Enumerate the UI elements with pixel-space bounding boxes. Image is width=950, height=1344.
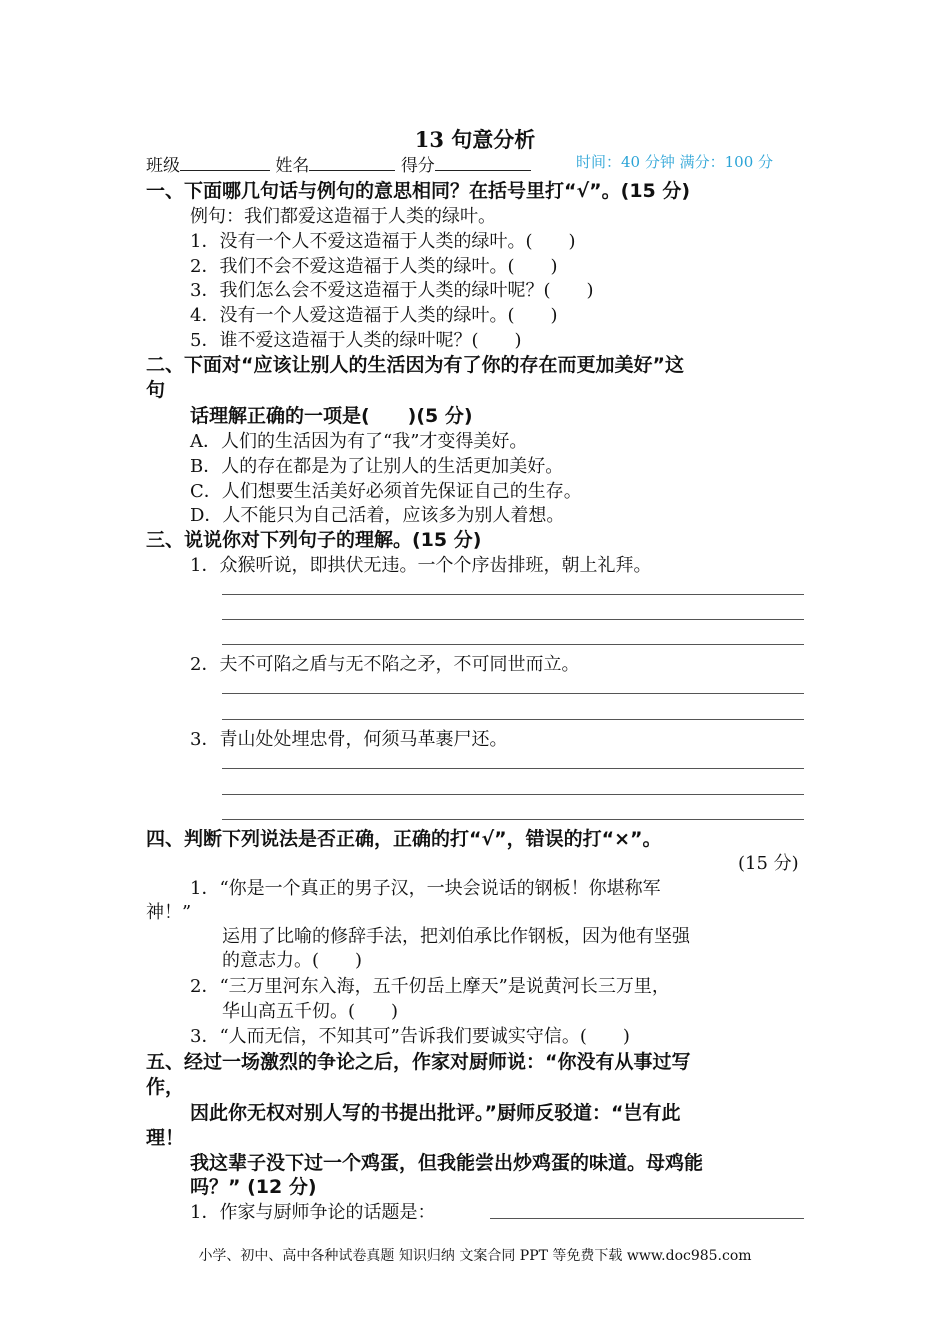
section4-item1-cont: 的意志力。( ) bbox=[222, 950, 363, 971]
section4-item3: 3．“人而无信，不知其可”告诉我们要诚实守信。( ) bbox=[190, 1026, 630, 1047]
class-blank bbox=[180, 156, 270, 171]
section4-item2-cont: 华山高五千仞。( ) bbox=[222, 1001, 399, 1022]
section2-option: B．人的存在都是为了让别人的生活更加美好。 bbox=[190, 456, 564, 477]
answer-line bbox=[222, 644, 804, 645]
section2-heading-cont: 句 bbox=[146, 379, 166, 401]
section1-item: 2．我们不会不爱这造福于人类的绿叶。( ) bbox=[190, 256, 558, 277]
answer-line bbox=[222, 594, 804, 595]
name-blank bbox=[309, 156, 395, 171]
section3-heading: 三、说说你对下列句子的理解。(15 分) bbox=[146, 529, 482, 551]
answer-line bbox=[222, 819, 804, 820]
section3-item: 2．夫不可陷之盾与无不陷之矛，不可同世而立。 bbox=[190, 654, 580, 675]
section1-item: 4．没有一个人爱这造福于人类的绿叶。( ) bbox=[190, 305, 558, 326]
answer-line bbox=[222, 794, 804, 795]
answer-line bbox=[222, 693, 804, 694]
answer-line bbox=[490, 1218, 804, 1219]
section5-heading-cont: 吗？” (12 分) bbox=[190, 1176, 317, 1198]
section1-item: 5．谁不爱这造福于人类的绿叶呢？( ) bbox=[190, 330, 522, 351]
answer-line bbox=[222, 719, 804, 720]
section4-points: (15 分) bbox=[738, 853, 799, 874]
section5-item1: 1．作家与厨师争论的话题是： bbox=[190, 1202, 436, 1223]
section5-heading-cont: 作， bbox=[146, 1076, 185, 1098]
footer-text: 小学、初中、高中各种试卷真题 知识归纳 文案合同 PPT 等免费下载 www.doc985.com bbox=[198, 1248, 752, 1264]
section4-item1-cont: 神！” bbox=[146, 902, 192, 923]
page-title: 13 句意分析 bbox=[414, 127, 536, 152]
student-info-row bbox=[146, 151, 531, 176]
section1-item: 1．没有一个人不爱这造福于人类的绿叶。( ) bbox=[190, 231, 576, 252]
section4-heading: 四、判断下列说法是否正确，正确的打“√”，错误的打“×”。 bbox=[146, 828, 662, 850]
section4-item2: 2．“三万里河东入海，五千仞岳上摩天”是说黄河长三万里， bbox=[190, 976, 670, 997]
section5-heading: 五、经过一场激烈的争论之后，作家对厨师说：“你没有从事过写 bbox=[146, 1051, 691, 1073]
time-info: 时间：40 分钟 满分：100 分 bbox=[576, 153, 774, 171]
class-label: 班级 bbox=[146, 156, 180, 176]
section3-item: 3．青山处处埋忠骨，何须马革裹尸还。 bbox=[190, 729, 508, 750]
score-blank bbox=[435, 156, 531, 171]
section5-heading-cont: 因此你无权对别人写的书提出批评。”厨师反驳道：“岂有此 bbox=[190, 1102, 681, 1124]
section2-option: C．人们想要生活美好必须首先保证自己的生存。 bbox=[190, 481, 582, 502]
score-label: 得分 bbox=[400, 156, 435, 176]
answer-line bbox=[222, 768, 804, 769]
name-label: 姓名 bbox=[275, 156, 310, 176]
section2-heading: 二、下面对“应该让别人的生活因为有了你的存在而更加美好”这 bbox=[146, 354, 684, 376]
section5-heading-cont: 我这辈子没下过一个鸡蛋，但我能尝出炒鸡蛋的味道。母鸡能 bbox=[190, 1152, 704, 1174]
section4-item1: 1．“你是一个真正的男子汉，一块会说话的钢板！你堪称军 bbox=[190, 878, 661, 899]
section2-option: A．人们的生活因为有了“我”才变得美好。 bbox=[190, 431, 528, 452]
section4-item1-cont: 运用了比喻的修辞手法，把刘伯承比作钢板，因为他有坚强 bbox=[222, 926, 690, 947]
section5-heading-cont: 理！ bbox=[146, 1127, 185, 1149]
section2-question: 话理解正确的一项是( )(5 分) bbox=[190, 405, 473, 427]
answer-line bbox=[222, 619, 804, 620]
section2-option: D．人不能只为自己活着，应该多为别人着想。 bbox=[190, 505, 565, 526]
section1-item: 3．我们怎么会不爱这造福于人类的绿叶呢？( ) bbox=[190, 280, 594, 301]
section1-example: 例句：我们都爱这造福于人类的绿叶。 bbox=[190, 206, 496, 227]
section3-item: 1．众猴听说，即拱伏无违。一个个序齿排班，朝上礼拜。 bbox=[190, 555, 652, 576]
section1-heading: 一、下面哪几句话与例句的意思相同？在括号里打“√”。(15 分) bbox=[146, 180, 691, 202]
